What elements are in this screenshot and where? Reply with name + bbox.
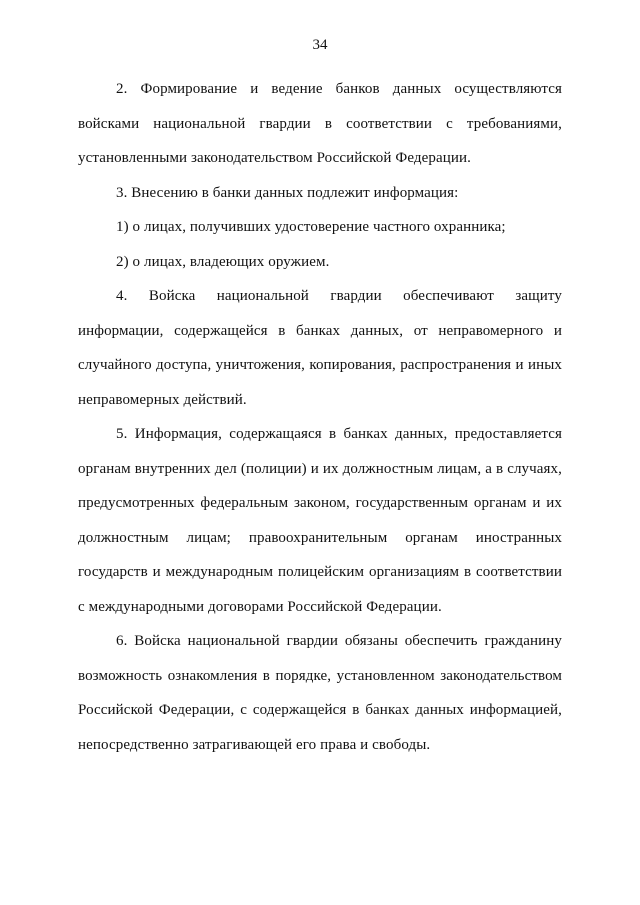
- document-body: [78, 72, 562, 762]
- page-number: 34: [312, 37, 328, 53]
- paragraph-4: 4. Войска национальной гвардии обеспечивают защиту информации, содержащейся в банках данных, от неправомерного и случайного доступа, уничтожения, копирования, распространения и иных неправомерных действий.: [78, 288, 562, 408]
- paragraph-3: 3. Внесению в банки данных подлежит информация:: [116, 184, 459, 201]
- paragraph-2: 2. Формирование и ведение банков данных осуществляются войсками национальной гвардии в соответствии с требованиями, установленными законодательством Российской Федерации.: [78, 81, 562, 166]
- list-item-1: 1) о лицах, получивших удостоверение частного охранника;: [116, 219, 506, 235]
- list-item-2: 2) о лицах, владеющих оружием.: [116, 253, 330, 270]
- paragraph-6: 6. Войска национальной гвардии обязаны обеспечить гражданину возможность ознакомления в порядке, установленном законодательством Российской Федерации, с содержащейся в банках данных информацией, непосредственно затрагивающей его права и свободы.: [78, 633, 562, 753]
- paragraph-5: 5. Информация, содержащаяся в банках данных, предоставляется органам внутренних дел (полиции) и их должностным лицам, а в случаях, предусмотренных федеральным законом, государственным органам и их должностным лицам; правоохранительным органам иностранных государств и международным полицейским организациям в соответствии с международными договорами Российской Федерации.: [78, 426, 562, 615]
